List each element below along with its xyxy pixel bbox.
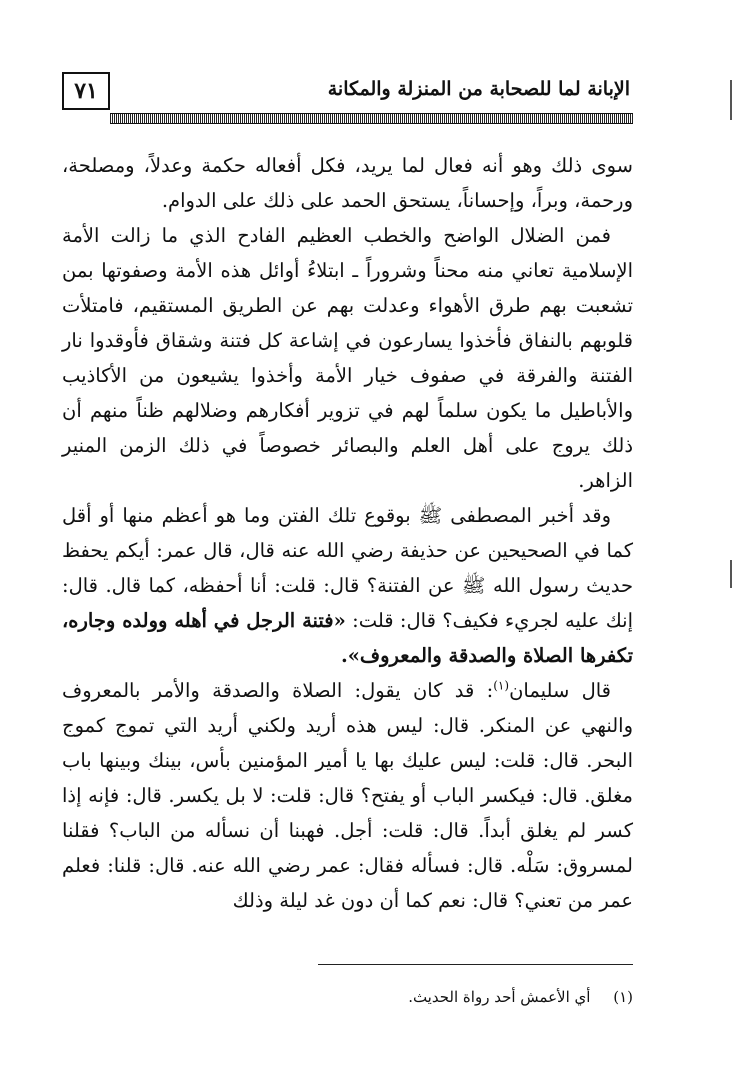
running-header-title: الإبانة لما للصحابة من المنزلة والمكانة bbox=[327, 78, 630, 100]
page-number-box bbox=[62, 72, 110, 110]
header-rule bbox=[110, 113, 633, 124]
body-text bbox=[62, 148, 633, 918]
footnote-text: أي الأعمش أحد رواة الحديث. bbox=[408, 988, 591, 1006]
footnote-reference[interactable]: (١) bbox=[493, 678, 510, 693]
paragraph-3 bbox=[62, 498, 633, 673]
paragraph-3-text: وقد أخبر المصطفى ﷺ بوقوع تلك الفتن وما هو أعظم منها أو أقل كما في الصحيحين عن حذيفة رضي الله عنه قال، قال عمر: أيكم يحفظ حديث رسول الله ﷺ عن الفتنة؟ قال: قلت: أنا أحفظه، كما قال. قال: إنك عليه لجريء فكيف؟ قال: قلت: bbox=[62, 504, 633, 632]
page-edge-mark-bottom bbox=[730, 560, 732, 588]
footnote-rule bbox=[318, 964, 633, 965]
paragraph-1 bbox=[62, 148, 633, 218]
footnote bbox=[408, 988, 633, 1006]
paragraph-2-text: فمن الضلال الواضح والخطب العظيم الفادح الذي ما زالت الأمة الإسلامية تعاني منه محناً وشروراً ـ ابتلاءُ أوائل هذه الأمة وصفوتها بمن تشعبت بهم طرق الأهواء وعدلت بهم عن الطريق المستقيم، فامتلأت قلوبهم بالنفاق فأخذوا يسارعون في إشاعة كل فتنة وشقاق فأوقدوا نار الفتنة والفرقة في صفوف خيار الأمة وأخذوا يشيعون من الأكاذيب والأباطيل ما يكون سلماً لهم في تزوير أفكارهم وضلالهم ظناً منهم أن ذلك يروج على أهل العلم والبصائر خصوصاً في ذلك الزمن المنير الزاهر. bbox=[62, 224, 633, 492]
page-edge-mark-top bbox=[730, 80, 732, 120]
hadith-quote: «فتنة الرجل في أهله وولده وجاره، تكفرها الصلاة والصدقة والمعروف». bbox=[62, 609, 633, 667]
paragraph-1-text: سوى ذلك وهو أنه فعال لما يريد، فكل أفعاله حكمة وعدلاً، ومصلحة، ورحمة، وبراً، وإحساناً، يستحق الحمد على ذلك على الدوام. bbox=[62, 154, 633, 212]
page-number: ٧١ bbox=[74, 78, 98, 104]
paragraph-4 bbox=[62, 673, 633, 918]
paragraph-4-lead: قال سليمان bbox=[509, 679, 612, 702]
paragraph-4-text: : قد كان يقول: الصلاة والصدقة والأمر بالمعروف والنهي عن المنكر. قال: ليس هذه أريد ولكني أريد التي تموج كموج البحر. قال: قلت: ليس عليك بها يا أمير المؤمنين بأس، بينك وبينها باب مغلق. قال: فيكسر الباب أو يفتح؟ قال: قلت: لا بل يكسر. قال: فإنه إذا كسر لم يغلق أبداً. قال: قلت: أجل. فهبنا أن نسأله من الباب؟ فقلنا لمسروق: سَلْه. قال: فسأله فقال: عمر رضي الله عنه. قال: قلنا: فعلم عمر من تعني؟ قال: نعم كما أن دون غد ليلة وذلك bbox=[62, 679, 633, 912]
footnote-number: (١) bbox=[613, 988, 633, 1006]
paragraph-2 bbox=[62, 218, 633, 498]
